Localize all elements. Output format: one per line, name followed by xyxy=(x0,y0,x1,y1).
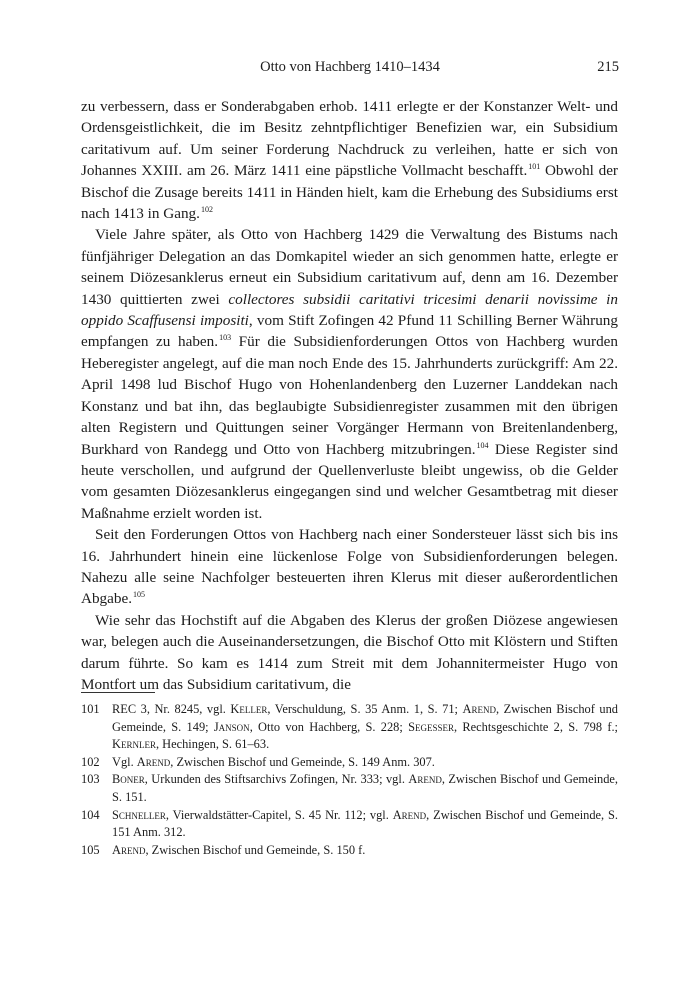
author-name: Schneller xyxy=(112,807,166,822)
paragraph xyxy=(81,610,618,696)
text-run: zu verbessern, dass er Sonderabgaben erhob. 1411 erlegte er der Konstanzer Welt- und Ordensgeistlichkeit, die im Besitz zehntpflichtiger Benefizien war, ein Subsidium caritativum auf. Um seiner Forderung Nachdruck zu verleihen, hatte er sich von Johannes XXIII. am 26. März 1411 eine päpstliche Vollmacht beschafft. xyxy=(81,98,618,180)
footnote-105 xyxy=(81,842,618,860)
page-number: 215 xyxy=(597,59,619,75)
footnote-text: , Zwischen Bischof und Gemeinde, S. 151. xyxy=(112,772,619,804)
latin-quote: collectores subsidii caritativi tricesimi denarii novissime in oppido Scaffusensi impositi xyxy=(81,290,618,330)
footnote-text: , Zwischen Bischof und Gemeinde, S. 151 Anm. 312. xyxy=(112,807,618,840)
author-name: Arend xyxy=(462,702,496,716)
text-run: , vom Stift Zofingen 42 Pfund 11 Schilling Berner Währung empfangen zu haben. xyxy=(81,312,618,351)
footnote-number: 102 xyxy=(81,754,100,769)
footnote-text: , Urkunden des Stiftsarchivs Zofingen, Nr. 333; vgl. xyxy=(144,772,409,787)
author-name: Arend xyxy=(112,842,146,857)
footnotes xyxy=(81,701,618,859)
footnote-text: , Vierwaldstätter-Capitel, S. 45 Nr. 112; vgl. xyxy=(165,807,393,822)
footnote-ref[interactable]: 103 xyxy=(219,333,232,343)
text-run: Wie sehr das Hochstift auf die Abgaben des Klerus der großen Diözese angewiesen war, belegen auch die Auseinandersetzungen, die Bischof Otto mit Klöstern und Stiften darum führte. So kam es 1414 zum Streit mit dem Johannitermeister Hugo von Montfort um das Subsidium caritativum, die xyxy=(81,611,618,693)
footnote-divider xyxy=(81,692,155,693)
author-name: Janson xyxy=(213,719,250,734)
author-name: Segesser xyxy=(408,719,454,734)
paragraph xyxy=(81,224,618,524)
text-run: Viele Jahre später, als Otto von Hachberg 1429 die Verwaltung des Bistums nach fünfjähriger Delegation an das Domkapitel wieder an sich genommen hatte, erlegte er seinem Diözesanklerus erneut ein Subsidium caritativum auf, denn am 16. Dezember 1430 quittierten zwei xyxy=(81,226,618,308)
footnote-ref[interactable]: 105 xyxy=(133,590,146,600)
footnote-text: , Zwischen Bischof und Gemeinde, S. 149; xyxy=(112,702,618,734)
footnote-text: , Otto von Hachberg, S. 228; xyxy=(249,719,409,734)
footnote-number: 101 xyxy=(81,702,100,716)
footnote-103 xyxy=(81,771,618,806)
running-header xyxy=(81,59,619,81)
author-name: Arend xyxy=(392,807,427,822)
main-text xyxy=(81,96,618,695)
author-name: Kernler xyxy=(112,737,156,752)
footnote-ref[interactable]: 101 xyxy=(528,162,541,172)
footnote-number: 104 xyxy=(81,807,100,822)
footnote-number: 105 xyxy=(81,842,100,857)
footnote-text: , Rechtsgeschichte 2, S. 798 f.; xyxy=(454,719,619,734)
footnote-text: Vgl. xyxy=(112,754,137,769)
text-run: Seit den Forderungen Ottos von Hachberg nach einer Sondersteuer lässt sich bis ins 16. Jahrhundert hinein eine lückenlose Folge von Subsidienforderungen belegen. Nahezu alle seine Nachfolger besteuerten ihren Klerus mit dieser außerordentlichen Abgabe. xyxy=(81,526,618,608)
footnote-104 xyxy=(81,807,618,842)
footnote-ref[interactable]: 102 xyxy=(200,205,213,215)
text-run: Für die Subsidienforderungen Ottos von Hachberg wurden Heberegister angelegt, auf die man noch Ende des 15. Jahrhunderts zurückgriff: Am 22. April 1498 lud Bischof Hugo von Hohenlandenberg den Luzerner Landdekan nach Konstanz und bat ihn, das beglaubigte Subsidienregister zusammen mit den übrigen alten Registern und Quittungen seiner Vorgänger Hermann von Breitenlandenberg, Burkhard von Randegg und Otto von Hachberg mitzubringen. xyxy=(81,333,618,458)
running-title: Otto von Hachberg 1410–1434 xyxy=(260,59,440,75)
footnote-101 xyxy=(81,701,618,754)
footnote-text: , Verschuldung, S. 35 Anm. 1, S. 71; xyxy=(267,702,463,716)
author-name: Arend xyxy=(136,754,171,769)
footnote-text: REC 3, Nr. 8245, vgl. xyxy=(112,702,231,716)
author-name: Arend xyxy=(408,772,442,787)
paragraph xyxy=(81,524,618,610)
author-name: Boner xyxy=(112,772,145,787)
footnote-text: , Hechingen, S. 61–63. xyxy=(155,737,270,752)
footnote-102 xyxy=(81,754,618,772)
text-run: Diese Register sind heute verschollen, und aufgrund der Quellenverluste bleibt ungewiss, ob die Gelder vom gesamten Diözesanklerus eingegangen sind und welcher Gesamtbetrag mit dieser Maßnahme erzielt worden ist. xyxy=(81,440,618,522)
author-name: Keller xyxy=(230,702,268,716)
footnote-number: 103 xyxy=(81,772,100,787)
text-run: Obwohl der Bischof die Zusage bereits 1411 in Händen hielt, kam die Erhebung des Subsidiums erst nach 1413 in Gang. xyxy=(81,162,618,223)
footnote-text: , Zwischen Bischof und Gemeinde, S. 150 f. xyxy=(145,842,366,857)
footnote-text: , Zwischen Bischof und Gemeinde, S. 149 Anm. 307. xyxy=(170,754,435,769)
paragraph xyxy=(81,96,618,224)
footnote-ref[interactable]: 104 xyxy=(476,440,489,450)
